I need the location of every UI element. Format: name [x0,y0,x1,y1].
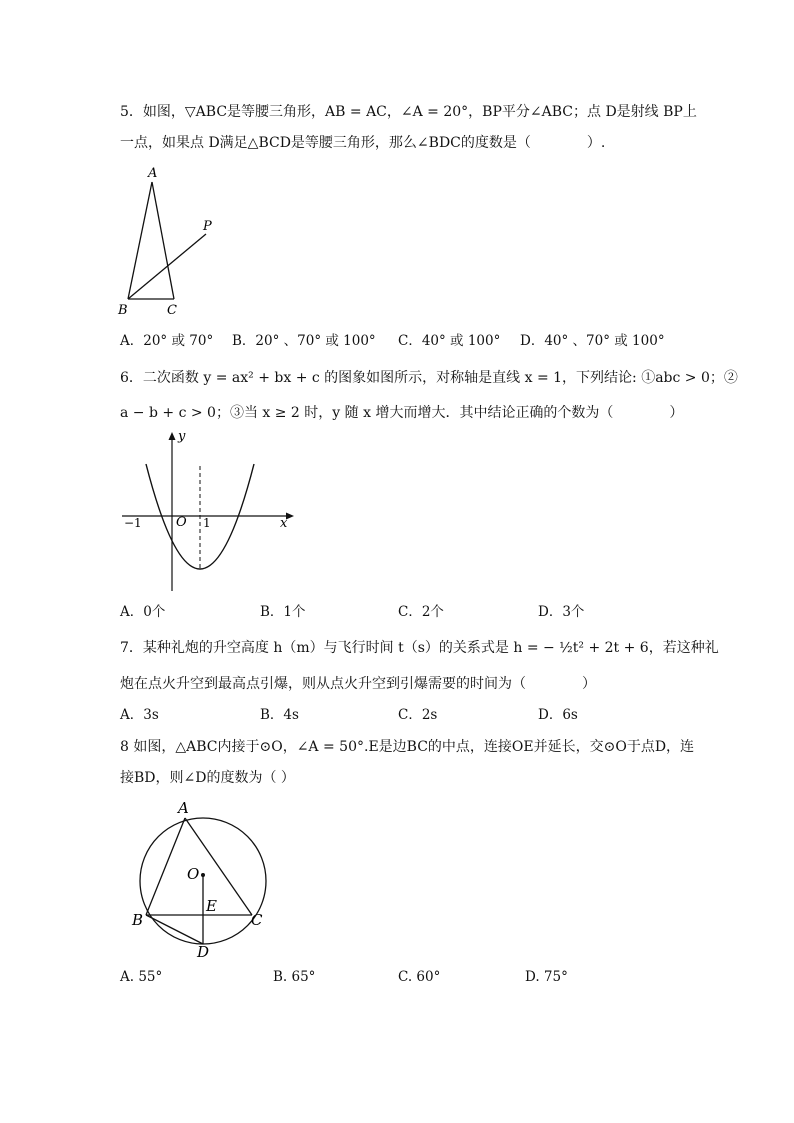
q5-label-c: C [167,303,177,318]
q6-parabola-figure [118,426,303,596]
q8-label-e: E [206,897,217,915]
q7-stem-line2: 炮在点火升空到最高点引爆，则从点火升空到引爆需要的时间为（ ） [120,676,596,692]
q8-label-c: C [251,911,263,929]
q5-stem-line1: 5．如图，▽ABC是等腰三角形，AB = AC，∠A = 20°，BP平分∠ABC；点 D是射线 BP上 [120,104,697,120]
q5-option-c: C．40° 或 100° [398,333,501,349]
q6-option-a: A．0个 [120,604,166,620]
q7-option-b: B．4s [260,707,299,723]
q5-label-b: B [118,303,128,318]
q6-label-x: x [280,516,288,531]
q8-label-o: O [187,865,200,883]
q7-stem-line1: 7．某种礼炮的升空高度 h（m）与飞行时间 t（s）的关系式是 h = − ½t² + 2t + 6，若这种礼 [120,640,719,656]
q7-option-a: A．3s [120,707,159,723]
q5-stem-line2: 一点，如果点 D满足△BCD是等腰三角形，那么∠BDC的度数是（ ）. [120,135,606,151]
q5-triangle-figure [112,162,222,322]
q6-label-y: y [178,429,186,444]
q6-option-c: C．2个 [398,604,444,620]
q6-label-origin: O [176,515,187,530]
q6-label-1: 1 [203,516,211,530]
q8-circle-figure [130,795,280,960]
q5-label-p: P [203,219,212,234]
q5-option-a: A．20° 或 70° [120,333,214,349]
q8-label-d: D [197,943,210,960]
q7-option-c: C．2s [398,707,438,723]
q8-option-a: A. 55° [120,969,163,985]
q8-stem-line2: 接BD，则∠D的度数为（ ） [120,770,295,786]
q5-option-d: D．40° 、70° 或 100° [520,333,665,349]
q8-label-a: A [178,799,189,817]
q8-option-c: C. 60° [398,969,441,985]
q6-option-d: D．3个 [538,604,585,620]
q6-option-b: B．1个 [260,604,306,620]
q5-label-a: A [148,166,158,181]
q6-stem-line2: a − b + c > 0；③当 x ≥ 2 时，y 随 x 增大而增大．其中结论正确的个数为（ ） [120,405,684,421]
q8-stem-line1: 8 如图，△ABC内接于⊙O，∠A = 50°.E是边BC的中点，连接OE并延长，交⊙O于点D，连 [120,739,695,755]
q8-option-b: B. 65° [273,969,316,985]
q8-label-b: B [132,911,144,929]
q6-label-neg1: −1 [124,516,142,530]
q5-option-b: B．20° 、70° 或 100° [232,333,376,349]
q8-option-d: D. 75° [525,969,568,985]
q6-stem-line1: 6．二次函数 y = ax² + bx + c 的图象如图所示，对称轴是直线 x = 1，下列结论: ①abc > 0；② [120,370,738,386]
q7-option-d: D．6s [538,707,578,723]
